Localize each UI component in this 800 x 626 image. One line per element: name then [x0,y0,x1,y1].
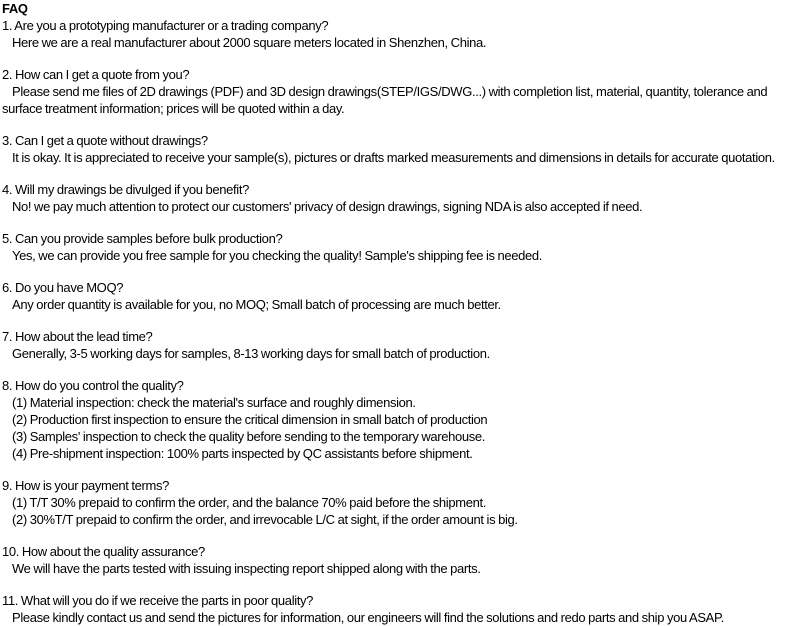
faq-question: 9. How is your payment terms? [2,478,170,493]
faq-answer: Please send me files of 2D drawings (PDF) and 3D design drawings(STEP/IGS/DWG...) with completion list, material, quantity, tolerance and surface treatment information; prices will be quoted within a day. [2,84,768,116]
faq-answer: Here we are a real manufacturer about 2000 square meters located in Shenzhen, China. [12,35,487,50]
faq-title: FAQ [2,1,28,16]
faq-answer-line: (1) T/T 30% prepaid to confirm the order, and the balance 70% paid before the shipment. [12,495,486,510]
faq-question: 3. Can I get a quote without drawings? [2,133,208,148]
faq-question: 10. How about the quality assurance? [2,544,205,559]
faq-item-8 [2,377,800,462]
faq-question: 5. Can you provide samples before bulk production? [2,231,283,246]
faq-answer-line: (1) Material inspection: check the material's surface and roughly dimension. [12,395,416,410]
faq-item-2 [2,66,800,117]
faq-question: 6. Do you have MOQ? [2,280,124,295]
faq-answer: Any order quantity is available for you, no MOQ; Small batch of processing are much better. [12,297,501,312]
faq-question: 1. Are you a prototyping manufacturer or a trading company? [2,18,329,33]
faq-question: 4. Will my drawings be divulged if you benefit? [2,182,249,197]
faq-item-10 [2,543,800,577]
faq-answer: Please kindly contact us and send the pictures for information, our engineers will find the solutions and redo parts and ship you ASAP. [12,610,724,625]
faq-answer: We will have the parts tested with issuing inspecting report shipped along with the parts. [12,561,481,576]
faq-item-9 [2,477,800,528]
faq-answer: It is okay. It is appreciated to receive your sample(s), pictures or drafts marked measurements and dimensions in details for accurate quotation. [12,150,775,165]
faq-question: 8. How do you control the quality? [2,378,184,393]
faq-answer-line: (4) Pre-shipment inspection: 100% parts inspected by QC assistants before shipment. [12,446,473,461]
faq-question: 7. How about the lead time? [2,329,153,344]
faq-answer: Generally, 3-5 working days for samples, 8-13 working days for small batch of production. [12,346,490,361]
faq-item-3 [2,132,800,166]
faq-item-6 [2,279,800,313]
faq-item-5 [2,230,800,264]
faq-item-11 [2,592,800,626]
faq-item-7 [2,328,800,362]
faq-question: 2. How can I get a quote from you? [2,67,190,82]
faq-answer: No! we pay much attention to protect our customers' privacy of design drawings, signing NDA is also accepted if need. [12,199,643,214]
faq-answer-line: (2) 30%T/T prepaid to confirm the order, and irrevocable L/C at sight, if the order amount is big. [12,512,518,527]
faq-answer-line: (3) Samples' inspection to check the quality before sending to the temporary warehouse. [12,429,486,444]
faq-item-1 [2,17,800,51]
faq-answer-line: (2) Production first inspection to ensure the critical dimension in small batch of production [12,412,488,427]
faq-question: 11. What will you do if we receive the parts in poor quality? [2,593,314,608]
faq-item-4 [2,181,800,215]
faq-answer: Yes, we can provide you free sample for you checking the quality! Sample's shipping fee is needed. [12,248,543,263]
